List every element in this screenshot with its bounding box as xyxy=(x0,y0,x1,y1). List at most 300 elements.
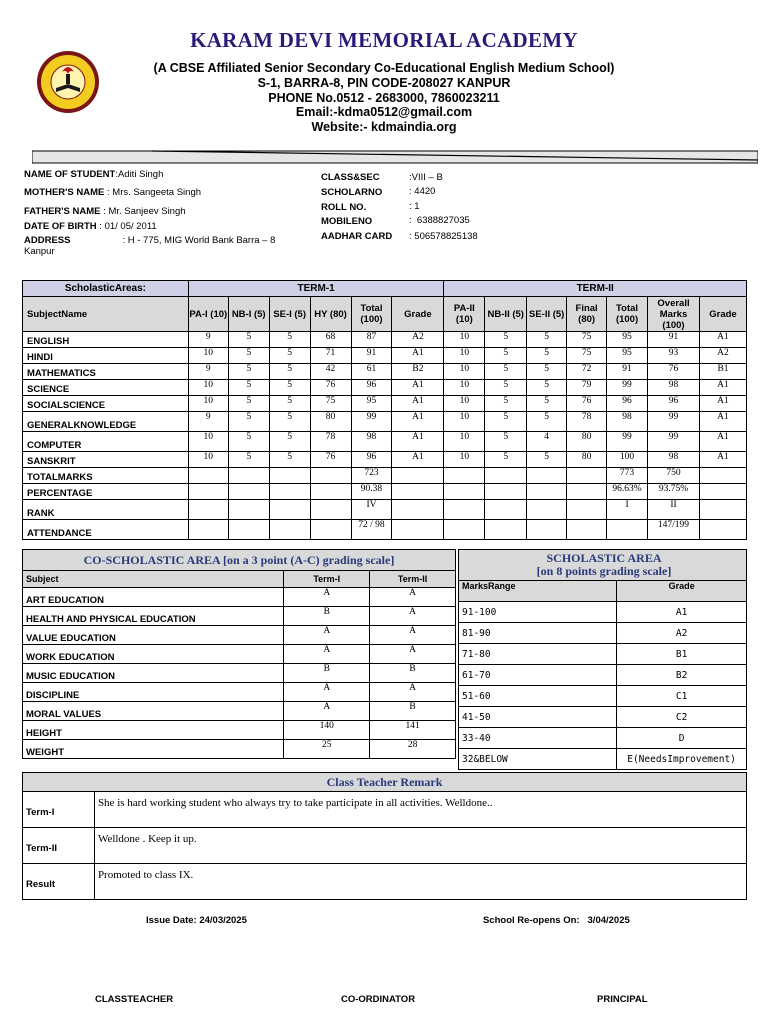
subject-name: SANSKRIT xyxy=(23,452,189,468)
scale-grade: A2 xyxy=(617,623,747,644)
marks-cell: 5 xyxy=(527,452,567,468)
marks-cell xyxy=(567,484,607,500)
cos-grade: A xyxy=(284,683,370,702)
marks-cell xyxy=(699,520,746,540)
marks-cell: 10 xyxy=(444,396,485,412)
cos-col-subject: Subject xyxy=(23,571,284,588)
marks-cell: 5 xyxy=(485,396,527,412)
marks-cell: 93 xyxy=(648,348,700,364)
marks-row xyxy=(23,500,747,520)
scale-col-grade: Grade xyxy=(617,581,747,602)
cos-grade: A xyxy=(284,645,370,664)
marks-cell xyxy=(310,468,351,484)
marks-col-header: Grade xyxy=(699,297,746,332)
grading-scale-row xyxy=(459,686,747,707)
cos-grade: 28 xyxy=(370,740,456,759)
marks-cell: 10 xyxy=(188,396,228,412)
marks-cell xyxy=(310,484,351,500)
marks-cell: 93.75% xyxy=(648,484,700,500)
marks-cell: 5 xyxy=(527,364,567,380)
marks-cell: 10 xyxy=(444,452,485,468)
marks-cell xyxy=(444,468,485,484)
remarks-body xyxy=(23,792,747,900)
marks-cell xyxy=(310,500,351,520)
marks-cell: 5 xyxy=(485,452,527,468)
roll-value: : 1 xyxy=(409,201,420,212)
grading-scale-row xyxy=(459,707,747,728)
marks-cell xyxy=(444,500,485,520)
coscholastic-row xyxy=(23,740,456,759)
cos-grade: A xyxy=(284,588,370,607)
marks-cell: A1 xyxy=(392,348,444,364)
subject-name: ATTENDANCE xyxy=(23,520,189,540)
marks-cell: I xyxy=(607,500,648,520)
marks-cell: A1 xyxy=(392,452,444,468)
marks-cell: 5 xyxy=(269,364,310,380)
marks-cell: 5 xyxy=(228,364,269,380)
marks-cell: 68 xyxy=(310,332,351,348)
subject-name: HINDI xyxy=(23,348,189,364)
marks-cell xyxy=(527,520,567,540)
grading-scale-body xyxy=(459,602,747,770)
marks-body xyxy=(23,332,747,540)
marks-cell: 5 xyxy=(269,332,310,348)
marks-cell xyxy=(527,484,567,500)
marks-cell xyxy=(699,484,746,500)
marks-cell xyxy=(228,484,269,500)
marks-cell: A1 xyxy=(699,452,746,468)
marks-cell: 4 xyxy=(527,432,567,452)
address-row: ADDRESS : H - 775, MIG World Bank Barra – 8 xyxy=(24,235,276,246)
father-name-row: FATHER'S NAME : Mr. Sanjeev Singh xyxy=(24,206,186,217)
marks-cell xyxy=(527,468,567,484)
marks-row xyxy=(23,432,747,452)
remark-row xyxy=(23,828,747,864)
marks-cell: 96.63% xyxy=(607,484,648,500)
marks-cell: 99 xyxy=(607,432,648,452)
marks-cell: 91 xyxy=(607,364,648,380)
marks-cell: 98 xyxy=(648,380,700,396)
marks-cell xyxy=(699,468,746,484)
dob-row: DATE OF BIRTH : 01/ 05/ 2011 xyxy=(24,221,157,232)
marks-col-header: HY (80) xyxy=(310,297,351,332)
marks-col-header: Overall Marks (100) xyxy=(648,297,700,332)
cos-grade: A xyxy=(370,588,456,607)
marks-cell: 9 xyxy=(188,332,228,348)
subject-name: MATHEMATICS xyxy=(23,364,189,380)
marks-cell: 5 xyxy=(269,452,310,468)
marks-cell: 5 xyxy=(228,380,269,396)
class-label: CLASS&SEC xyxy=(321,172,380,183)
marks-range: 91-100 xyxy=(459,602,617,623)
grading-scale-row xyxy=(459,665,747,686)
marks-cell xyxy=(444,484,485,500)
scale-grade: B1 xyxy=(617,644,747,665)
marks-cell xyxy=(310,520,351,540)
marks-col-header: Total (100) xyxy=(351,297,392,332)
address-line: S-1, BARRA-8, PIN CODE-208027 KANPUR xyxy=(257,76,511,90)
marks-cell: 5 xyxy=(228,412,269,432)
marks-cell: 5 xyxy=(527,332,567,348)
marks-cell: 96 xyxy=(351,452,392,468)
marks-cell: 5 xyxy=(228,432,269,452)
sig-coordinator: CO-ORDINATOR xyxy=(341,994,416,1005)
marks-cell: 5 xyxy=(228,332,269,348)
subject-name: GENERALKNOWLEDGE xyxy=(23,412,189,432)
phone-line: PHONE No.0512 - 2683000, 7860023211 xyxy=(268,91,500,105)
subject-name: COMPUTER xyxy=(23,432,189,452)
marks-cell: 147/199 xyxy=(648,520,700,540)
marks-row xyxy=(23,412,747,432)
marks-cell xyxy=(392,484,444,500)
marks-cell: 79 xyxy=(567,380,607,396)
coscholastic-row xyxy=(23,588,456,607)
subject-name: SCIENCE xyxy=(23,380,189,396)
marks-cell xyxy=(269,484,310,500)
marks-cell: A1 xyxy=(699,380,746,396)
marks-row xyxy=(23,364,747,380)
marks-cell: 5 xyxy=(228,348,269,364)
grading-scale-row xyxy=(459,602,747,623)
marks-cell: 9 xyxy=(188,412,228,432)
marks-cell: A1 xyxy=(392,432,444,452)
marks-cell: 5 xyxy=(527,348,567,364)
marks-range: 81-90 xyxy=(459,623,617,644)
marks-col-header: PA-I (10) xyxy=(188,297,228,332)
remark-label: Term-II xyxy=(23,828,95,864)
term1-label: TERM-1 xyxy=(188,281,444,297)
cos-grade: B xyxy=(284,664,370,683)
marks-cell: 10 xyxy=(444,432,485,452)
cos-subject: ART EDUCATION xyxy=(23,588,284,607)
marks-cell: 10 xyxy=(188,348,228,364)
mother-name: Mrs. Sangeeta Singh xyxy=(112,187,202,198)
marks-cell: 99 xyxy=(351,412,392,432)
marks-cell: 10 xyxy=(188,452,228,468)
scholastic-areas-label: ScholasticAreas: xyxy=(23,281,189,297)
marks-cell: 10 xyxy=(444,380,485,396)
marks-cell: 75 xyxy=(567,348,607,364)
class-value: :VIII – B xyxy=(409,172,443,183)
marks-row xyxy=(23,452,747,468)
marks-table xyxy=(22,280,747,540)
marks-cell: 5 xyxy=(269,432,310,452)
marks-cell: 72 xyxy=(567,364,607,380)
marks-cell: 91 xyxy=(351,348,392,364)
cos-subject: MUSIC EDUCATION xyxy=(23,664,284,683)
marks-cell: 87 xyxy=(351,332,392,348)
marks-cell: 71 xyxy=(310,348,351,364)
marks-cell: 750 xyxy=(648,468,700,484)
marks-cell: A1 xyxy=(392,380,444,396)
marks-cell: 5 xyxy=(269,396,310,412)
marks-cell: 10 xyxy=(444,348,485,364)
marks-header-terms xyxy=(23,281,747,297)
dob-value: 01/ 05/ 2011 xyxy=(104,221,157,232)
marks-row xyxy=(23,468,747,484)
marks-cell: 96 xyxy=(648,396,700,412)
remark-text: Promoted to class IX. xyxy=(94,864,746,900)
remark-text: She is hard working student who always try to take participate in all activities. Welldone.. xyxy=(94,792,746,828)
marks-cell: 75 xyxy=(310,396,351,412)
marks-cell xyxy=(269,468,310,484)
cos-grade: B xyxy=(370,702,456,721)
affiliation-line: (A CBSE Affiliated Senior Secondary Co-Educational English Medium School) xyxy=(153,61,615,75)
remarks-title: Class Teacher Remark xyxy=(23,773,747,792)
school-name: KARAM DEVI MEMORIAL ACADEMY xyxy=(190,28,578,52)
marks-cell xyxy=(392,468,444,484)
marks-range: 71-80 xyxy=(459,644,617,665)
student-name-row: NAME OF STUDENT:Aditi Singh xyxy=(24,169,164,180)
marks-cell xyxy=(188,468,228,484)
remark-row xyxy=(23,864,747,900)
cos-subject: DISCIPLINE xyxy=(23,683,284,702)
marks-range: 41-50 xyxy=(459,707,617,728)
marks-cell: 76 xyxy=(567,396,607,412)
marks-cell: 75 xyxy=(567,332,607,348)
marks-cell xyxy=(228,500,269,520)
marks-cell: 5 xyxy=(485,364,527,380)
marks-cell: 5 xyxy=(527,396,567,412)
cos-grade: A xyxy=(284,702,370,721)
marks-cell xyxy=(188,500,228,520)
marks-cell: A1 xyxy=(392,412,444,432)
marks-cell xyxy=(485,468,527,484)
marks-cell: 98 xyxy=(607,412,648,432)
marks-cell: A1 xyxy=(699,412,746,432)
cos-subject: VALUE EDUCATION xyxy=(23,626,284,645)
scale-grade: B2 xyxy=(617,665,747,686)
marks-cell: 80 xyxy=(567,432,607,452)
marks-cell: 80 xyxy=(310,412,351,432)
remark-label: Result xyxy=(23,864,95,900)
website-line: Website:- kdmaindia.org xyxy=(311,120,457,134)
marks-cell: 96 xyxy=(351,380,392,396)
marks-cell: 5 xyxy=(485,380,527,396)
cos-grade: A xyxy=(370,645,456,664)
grading-scale-title-2: [on 8 points grading scale] xyxy=(536,564,672,578)
scale-col-range: MarksRange xyxy=(459,581,617,602)
marks-row xyxy=(23,332,747,348)
marks-row xyxy=(23,396,747,412)
coscholastic-title: CO-SCHOLASTIC AREA [on a 3 point (A-C) grading scale] xyxy=(23,550,456,571)
marks-row xyxy=(23,348,747,364)
marks-cell: 5 xyxy=(269,348,310,364)
marks-cell: 80 xyxy=(567,452,607,468)
marks-range: 32&BELOW xyxy=(459,749,617,770)
marks-cell: 100 xyxy=(607,452,648,468)
subject-name: TOTALMARKS xyxy=(23,468,189,484)
marks-header-columns xyxy=(23,297,747,332)
remarks-table xyxy=(22,772,747,900)
marks-cell xyxy=(567,520,607,540)
marks-col-header: SubjectName xyxy=(23,297,189,332)
marks-cell: 5 xyxy=(527,380,567,396)
marks-cell xyxy=(392,500,444,520)
coscholastic-row xyxy=(23,683,456,702)
marks-cell: 99 xyxy=(648,432,700,452)
marks-cell: 10 xyxy=(188,432,228,452)
marks-cell: 76 xyxy=(310,380,351,396)
marks-cell xyxy=(485,484,527,500)
marks-row xyxy=(23,520,747,540)
marks-cell: A1 xyxy=(699,432,746,452)
marks-cell: 61 xyxy=(351,364,392,380)
marks-cell: A2 xyxy=(392,332,444,348)
cos-grade: 140 xyxy=(284,721,370,740)
marks-col-header: SE-I (5) xyxy=(269,297,310,332)
marks-col-header: PA-II (10) xyxy=(444,297,485,332)
aadhar-value: : 506578825138 xyxy=(409,231,478,242)
marks-cell xyxy=(188,520,228,540)
marks-col-header: NB-II (5) xyxy=(485,297,527,332)
marks-cell xyxy=(607,520,648,540)
marks-cell: A1 xyxy=(699,332,746,348)
marks-col-header: Final (80) xyxy=(567,297,607,332)
marks-cell: 96 xyxy=(607,396,648,412)
mobile-label: MOBILENO xyxy=(321,216,373,227)
sig-principal: PRINCIPAL xyxy=(597,994,648,1005)
marks-cell xyxy=(269,520,310,540)
grading-scale-row xyxy=(459,623,747,644)
cos-subject: WEIGHT xyxy=(23,740,284,759)
marks-cell: 95 xyxy=(351,396,392,412)
coscholastic-row xyxy=(23,721,456,740)
marks-cell xyxy=(228,520,269,540)
cos-grade: B xyxy=(370,664,456,683)
cos-col-term2: Term-II xyxy=(370,571,456,588)
grading-scale-row xyxy=(459,644,747,665)
marks-row xyxy=(23,380,747,396)
coscholastic-row xyxy=(23,664,456,683)
marks-cell xyxy=(567,500,607,520)
student-name: Aditi Singh xyxy=(117,169,164,180)
address-row-2: Kanpur xyxy=(24,246,55,257)
cos-grade: A xyxy=(370,607,456,626)
remark-label: Term-I xyxy=(23,792,95,828)
marks-cell: 10 xyxy=(444,332,485,348)
subject-name: SOCIALSCIENCE xyxy=(23,396,189,412)
roll-label: ROLL NO. xyxy=(321,202,367,213)
scale-grade: C1 xyxy=(617,686,747,707)
marks-cell: 78 xyxy=(310,432,351,452)
marks-cell: 10 xyxy=(444,412,485,432)
marks-cell: 5 xyxy=(485,412,527,432)
marks-cell: 5 xyxy=(485,432,527,452)
marks-cell xyxy=(527,500,567,520)
term2-label: TERM-II xyxy=(444,281,747,297)
marks-cell: 42 xyxy=(310,364,351,380)
scale-grade: E(NeedsImprovement) xyxy=(617,749,747,770)
marks-cell: 76 xyxy=(648,364,700,380)
cos-subject: HEALTH AND PHYSICAL EDUCATION xyxy=(23,607,284,626)
cos-subject: MORAL VALUES xyxy=(23,702,284,721)
address-value: H - 775, MIG World Bank Barra – 8 xyxy=(127,235,276,246)
cos-grade: A xyxy=(284,626,370,645)
grading-scale-title-1: SCHOLASTIC AREA xyxy=(546,551,662,565)
cos-grade: A xyxy=(370,683,456,702)
scale-grade: C2 xyxy=(617,707,747,728)
marks-cell: 5 xyxy=(269,412,310,432)
marks-col-header: NB-I (5) xyxy=(228,297,269,332)
coscholastic-row xyxy=(23,626,456,645)
marks-col-header: Total (100) xyxy=(607,297,648,332)
remark-text: Welldone . Keep it up. xyxy=(94,828,746,864)
marks-cell: IV xyxy=(351,500,392,520)
sig-classteacher: CLASSTEACHER xyxy=(95,994,174,1005)
marks-cell: 5 xyxy=(269,380,310,396)
marks-cell xyxy=(444,520,485,540)
marks-cell: 95 xyxy=(607,348,648,364)
marks-cell: 76 xyxy=(310,452,351,468)
marks-range: 33-40 xyxy=(459,728,617,749)
issue-date: Issue Date: 24/03/2025 xyxy=(146,915,247,926)
marks-cell: 91 xyxy=(648,332,700,348)
scholar-label: SCHOLARNO xyxy=(321,187,383,198)
marks-cell: A1 xyxy=(699,396,746,412)
marks-range: 61-70 xyxy=(459,665,617,686)
grading-scale-table xyxy=(458,549,747,770)
cos-grade: B xyxy=(284,607,370,626)
remark-row xyxy=(23,792,747,828)
marks-cell: 95 xyxy=(607,332,648,348)
cos-col-term1: Term-I xyxy=(284,571,370,588)
marks-cell: 98 xyxy=(351,432,392,452)
email-line: Email:-kdma0512@gmail.com xyxy=(295,105,473,119)
marks-cell: 773 xyxy=(607,468,648,484)
marks-cell xyxy=(392,520,444,540)
marks-cell: A1 xyxy=(392,396,444,412)
marks-col-header: Grade xyxy=(392,297,444,332)
marks-cell: 90.38 xyxy=(351,484,392,500)
marks-cell: 5 xyxy=(228,396,269,412)
subject-name: PERCENTAGE xyxy=(23,484,189,500)
marks-cell: 5 xyxy=(228,452,269,468)
marks-cell: 78 xyxy=(567,412,607,432)
marks-cell: 72 / 98 xyxy=(351,520,392,540)
marks-cell: 5 xyxy=(485,332,527,348)
reopen-row: School Re-opens On: 3/04/2025 xyxy=(483,915,630,926)
subject-name: ENGLISH xyxy=(23,332,189,348)
cos-grade: 25 xyxy=(284,740,370,759)
marks-cell: 10 xyxy=(188,380,228,396)
marks-cell xyxy=(485,500,527,520)
header-divider xyxy=(32,150,758,164)
marks-row xyxy=(23,484,747,500)
marks-range: 51-60 xyxy=(459,686,617,707)
cos-subject: WORK EDUCATION xyxy=(23,645,284,664)
marks-cell: 99 xyxy=(648,412,700,432)
marks-cell: B2 xyxy=(392,364,444,380)
scale-grade: D xyxy=(617,728,747,749)
marks-cell: 5 xyxy=(485,348,527,364)
marks-cell: B1 xyxy=(699,364,746,380)
marks-cell: A2 xyxy=(699,348,746,364)
marks-cell xyxy=(228,468,269,484)
marks-cell: 5 xyxy=(527,412,567,432)
mother-name-row: MOTHER'S NAME : Mrs. Sangeeta Singh xyxy=(24,187,202,198)
mobile-value: : 6388827035 xyxy=(409,215,470,226)
coscholastic-row xyxy=(23,702,456,721)
coscholastic-table xyxy=(22,549,456,759)
coscholastic-row xyxy=(23,607,456,626)
marks-cell: 9 xyxy=(188,364,228,380)
marks-cell: 10 xyxy=(444,364,485,380)
grading-scale-title xyxy=(459,550,747,581)
grading-scale-row xyxy=(459,749,747,770)
marks-cell: 98 xyxy=(648,452,700,468)
coscholastic-body xyxy=(23,588,456,759)
